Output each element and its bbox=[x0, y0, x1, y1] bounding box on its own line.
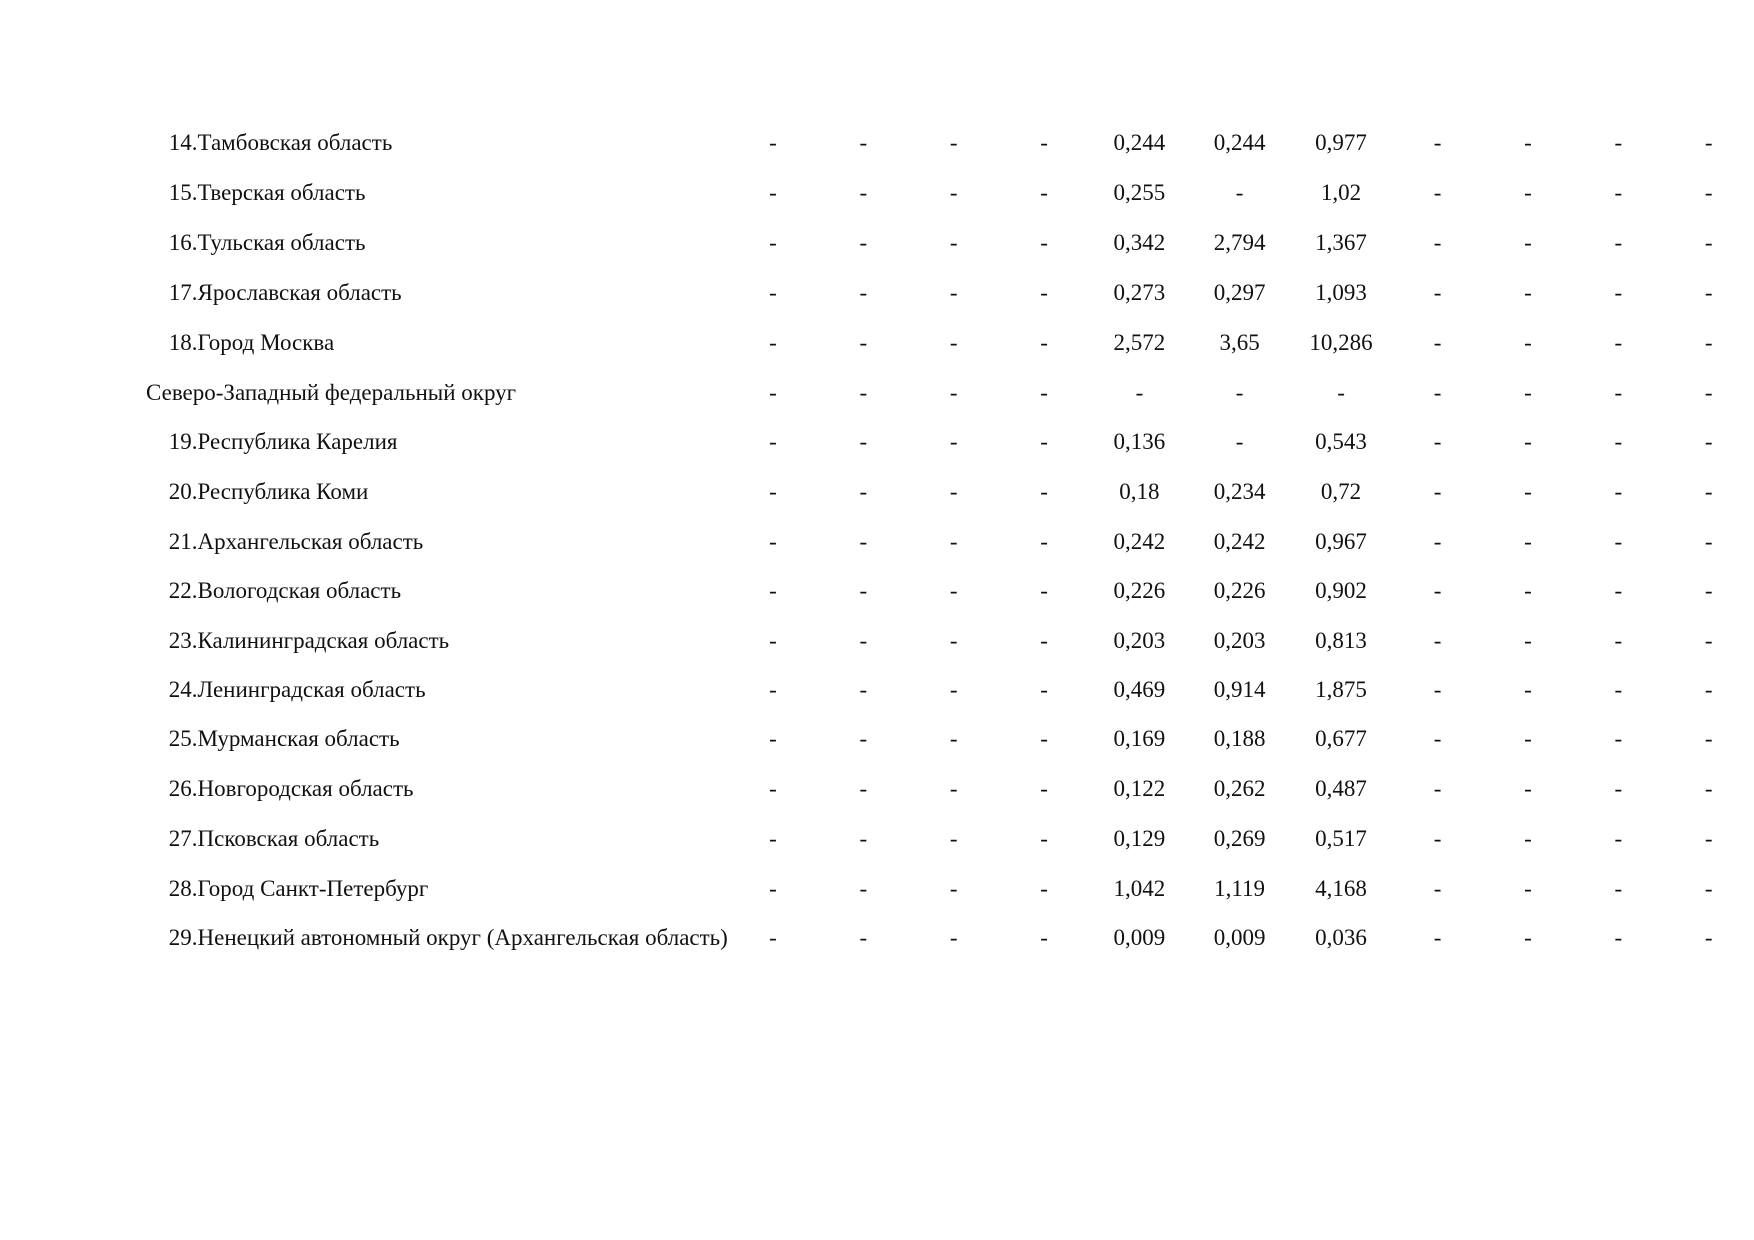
value-cell: - bbox=[859, 726, 868, 751]
value-cell: - bbox=[1704, 280, 1713, 305]
data-table bbox=[146, 128, 1754, 972]
value-cell: - bbox=[1040, 726, 1048, 751]
value-cell: 2,572 bbox=[1113, 330, 1166, 355]
value-cell: 0,914 bbox=[1213, 677, 1266, 702]
value-cell: 1,119 bbox=[1214, 876, 1266, 901]
value-cell: - bbox=[1433, 429, 1442, 454]
value-cell: - bbox=[1337, 380, 1345, 405]
value-cell: - bbox=[1524, 230, 1532, 255]
table-row bbox=[146, 576, 1754, 626]
region-name: Республика Коми bbox=[197, 479, 369, 504]
value-cell: - bbox=[949, 230, 958, 255]
value-cell: 0,517 bbox=[1315, 826, 1367, 851]
value-cell: - bbox=[1704, 529, 1713, 554]
row-number: 24. bbox=[168, 677, 198, 702]
value-cell: - bbox=[1524, 130, 1532, 155]
value-cell: - bbox=[1524, 925, 1532, 950]
value-cell: 1,367 bbox=[1315, 230, 1367, 255]
value-cell: - bbox=[1614, 280, 1623, 305]
row-number: 17. bbox=[168, 280, 198, 305]
value-cell: - bbox=[1704, 578, 1713, 603]
value-cell: - bbox=[1433, 529, 1442, 554]
value-cell: 0,242 bbox=[1113, 529, 1166, 554]
value-cell: - bbox=[769, 230, 777, 255]
value-cell: - bbox=[1524, 180, 1532, 205]
region-name: Вологодская область bbox=[197, 578, 402, 603]
value-cell: - bbox=[1614, 876, 1623, 901]
value-cell: 0,902 bbox=[1315, 578, 1367, 603]
value-cell: - bbox=[1704, 628, 1713, 653]
value-cell: - bbox=[1040, 280, 1048, 305]
value-cell: - bbox=[1614, 776, 1623, 801]
row-number: 20. bbox=[168, 479, 198, 504]
value-cell: - bbox=[859, 429, 868, 454]
value-cell: 0,188 bbox=[1213, 726, 1266, 751]
value-cell: - bbox=[1040, 180, 1048, 205]
value-cell: - bbox=[1433, 677, 1442, 702]
value-cell: 0,269 bbox=[1213, 826, 1266, 851]
value-cell: - bbox=[949, 628, 958, 653]
value-cell: 2,794 bbox=[1213, 230, 1266, 255]
value-cell: - bbox=[1524, 479, 1532, 504]
value-cell: 0,297 bbox=[1213, 280, 1266, 305]
value-cell: - bbox=[769, 130, 777, 155]
value-cell: - bbox=[1433, 578, 1442, 603]
value-cell: 1,875 bbox=[1315, 677, 1367, 702]
value-cell: 0,342 bbox=[1113, 230, 1166, 255]
value-cell: 1,042 bbox=[1113, 876, 1166, 901]
value-cell: - bbox=[1040, 330, 1048, 355]
value-cell: 1,02 bbox=[1320, 180, 1362, 205]
group-row bbox=[146, 378, 1754, 427]
row-number: 28. bbox=[168, 876, 198, 901]
value-cell: 0,234 bbox=[1213, 479, 1266, 504]
value-cell: 1,093 bbox=[1315, 280, 1367, 305]
value-cell: 0,273 bbox=[1113, 280, 1166, 305]
value-cell: - bbox=[1135, 380, 1144, 405]
value-cell: - bbox=[1433, 726, 1442, 751]
value-cell: - bbox=[769, 726, 777, 751]
value-cell: - bbox=[769, 876, 777, 901]
value-cell: - bbox=[1704, 230, 1713, 255]
value-cell: - bbox=[1524, 578, 1532, 603]
value-cell: - bbox=[1614, 726, 1623, 751]
table-row bbox=[146, 824, 1754, 874]
value-cell: - bbox=[859, 479, 868, 504]
value-cell: - bbox=[1433, 925, 1442, 950]
value-cell: - bbox=[1524, 628, 1532, 653]
region-name: Мурманская область bbox=[197, 726, 400, 751]
value-cell: - bbox=[1040, 130, 1048, 155]
value-cell: - bbox=[1704, 180, 1713, 205]
region-name: Ленинградская область bbox=[197, 677, 426, 702]
value-cell: - bbox=[1433, 180, 1442, 205]
value-cell: 0,813 bbox=[1315, 628, 1367, 653]
value-cell: - bbox=[859, 280, 868, 305]
value-cell: - bbox=[1614, 628, 1623, 653]
table-row bbox=[146, 724, 1754, 774]
region-name: Республика Карелия bbox=[197, 429, 398, 454]
value-cell: - bbox=[1040, 578, 1048, 603]
value-cell: - bbox=[1433, 230, 1442, 255]
row-number: 26. bbox=[168, 776, 198, 801]
value-cell: 0,967 bbox=[1315, 529, 1367, 554]
value-cell: - bbox=[859, 628, 868, 653]
value-cell: - bbox=[859, 876, 868, 901]
table-row bbox=[146, 328, 1754, 378]
table-row bbox=[146, 477, 1754, 527]
value-cell: - bbox=[1235, 180, 1244, 205]
value-cell: - bbox=[769, 529, 777, 554]
value-cell: - bbox=[1433, 876, 1442, 901]
value-cell: - bbox=[1704, 330, 1713, 355]
value-cell: 0,244 bbox=[1213, 130, 1266, 155]
value-cell: 0,036 bbox=[1315, 925, 1367, 950]
region-name: Новгородская область bbox=[197, 776, 414, 801]
value-cell: - bbox=[1524, 776, 1532, 801]
federal-district-name: Северо-Западный федеральный округ bbox=[146, 380, 517, 405]
value-cell: - bbox=[859, 230, 868, 255]
value-cell: 0,203 bbox=[1113, 628, 1166, 653]
value-cell: - bbox=[1704, 876, 1713, 901]
table-row bbox=[146, 874, 1754, 923]
table-row bbox=[146, 626, 1754, 675]
value-cell: - bbox=[1040, 628, 1048, 653]
table-row bbox=[146, 923, 1754, 972]
value-cell: 0,244 bbox=[1113, 130, 1166, 155]
value-cell: - bbox=[1524, 529, 1532, 554]
value-cell: 0,009 bbox=[1213, 925, 1266, 950]
value-cell: 0,009 bbox=[1113, 925, 1166, 950]
value-cell: 0,136 bbox=[1113, 429, 1166, 454]
region-name: Тверская область bbox=[197, 180, 366, 205]
value-cell: 3,65 bbox=[1219, 330, 1260, 355]
value-cell: - bbox=[859, 677, 868, 702]
value-cell: - bbox=[949, 180, 958, 205]
value-cell: - bbox=[1614, 380, 1623, 405]
value-cell: 0,487 bbox=[1315, 776, 1367, 801]
value-cell: - bbox=[1704, 925, 1713, 950]
value-cell: - bbox=[1524, 380, 1532, 405]
row-number: 23. bbox=[168, 628, 198, 653]
value-cell: - bbox=[1040, 826, 1048, 851]
value-cell: - bbox=[949, 726, 958, 751]
table-row bbox=[146, 128, 1754, 178]
value-cell: - bbox=[1524, 330, 1532, 355]
value-cell: - bbox=[949, 479, 958, 504]
value-cell: - bbox=[859, 380, 868, 405]
value-cell: - bbox=[1040, 925, 1048, 950]
value-cell: - bbox=[769, 479, 777, 504]
region-name: Город Москва bbox=[197, 330, 335, 355]
region-name: Ненецкий автономный округ (Архангельская область) bbox=[197, 925, 728, 950]
value-cell: 0,226 bbox=[1213, 578, 1266, 603]
table-row bbox=[146, 527, 1754, 576]
value-cell: - bbox=[1614, 529, 1623, 554]
value-cell: - bbox=[1614, 578, 1623, 603]
value-cell: - bbox=[769, 330, 777, 355]
value-cell: - bbox=[859, 130, 868, 155]
row-number: 29. bbox=[168, 925, 198, 950]
value-cell: - bbox=[1704, 826, 1713, 851]
table-row bbox=[146, 278, 1754, 328]
region-name: Калининградская область bbox=[197, 628, 450, 653]
value-cell: 0,203 bbox=[1213, 628, 1266, 653]
region-name: Город Санкт-Петербург bbox=[197, 876, 429, 901]
value-cell: - bbox=[1704, 380, 1713, 405]
value-cell: 0,72 bbox=[1320, 479, 1362, 504]
value-cell: - bbox=[1524, 280, 1532, 305]
table-row bbox=[146, 774, 1754, 824]
value-cell: - bbox=[1433, 826, 1442, 851]
value-cell: - bbox=[949, 776, 958, 801]
value-cell: - bbox=[1433, 628, 1442, 653]
value-cell: - bbox=[949, 280, 958, 305]
value-cell: - bbox=[769, 628, 777, 653]
value-cell: 0,242 bbox=[1213, 529, 1266, 554]
value-cell: - bbox=[1704, 130, 1713, 155]
value-cell: - bbox=[1614, 330, 1623, 355]
value-cell: - bbox=[1040, 230, 1048, 255]
row-number: 15. bbox=[168, 180, 198, 205]
value-cell: 10,286 bbox=[1309, 330, 1373, 355]
value-cell: - bbox=[769, 925, 777, 950]
value-cell: 4,168 bbox=[1315, 876, 1367, 901]
value-cell: - bbox=[949, 429, 958, 454]
value-cell: - bbox=[1704, 776, 1713, 801]
value-cell: - bbox=[1433, 380, 1442, 405]
value-cell: - bbox=[1524, 726, 1532, 751]
value-cell: - bbox=[1524, 677, 1532, 702]
value-cell: - bbox=[859, 578, 868, 603]
value-cell: 0,677 bbox=[1315, 726, 1367, 751]
row-number: 16. bbox=[168, 230, 198, 255]
value-cell: - bbox=[949, 130, 958, 155]
value-cell: - bbox=[859, 925, 868, 950]
value-cell: - bbox=[769, 180, 777, 205]
value-cell: - bbox=[1433, 130, 1442, 155]
value-cell: - bbox=[949, 578, 958, 603]
value-cell: - bbox=[1614, 180, 1623, 205]
value-cell: - bbox=[949, 876, 958, 901]
value-cell: 0,226 bbox=[1113, 578, 1166, 603]
value-cell: 0,262 bbox=[1213, 776, 1266, 801]
row-number: 19. bbox=[168, 429, 198, 454]
value-cell: - bbox=[1433, 776, 1442, 801]
value-cell: 0,977 bbox=[1315, 130, 1367, 155]
row-number: 14. bbox=[168, 130, 198, 155]
value-cell: - bbox=[1614, 925, 1623, 950]
value-cell: 0,18 bbox=[1119, 479, 1160, 504]
value-cell: - bbox=[949, 677, 958, 702]
value-cell: 0,469 bbox=[1113, 677, 1166, 702]
value-cell: - bbox=[1524, 429, 1532, 454]
value-cell: - bbox=[949, 529, 958, 554]
value-cell: - bbox=[1433, 330, 1442, 355]
row-number: 18. bbox=[168, 330, 198, 355]
value-cell: - bbox=[1040, 529, 1048, 554]
region-name: Псковская область bbox=[197, 826, 380, 851]
value-cell: - bbox=[1433, 479, 1442, 504]
value-cell: - bbox=[859, 776, 868, 801]
value-cell: - bbox=[1704, 726, 1713, 751]
value-cell: - bbox=[1235, 380, 1244, 405]
region-name: Тамбовская область bbox=[197, 130, 393, 155]
value-cell: - bbox=[769, 380, 777, 405]
region-name: Архангельская область bbox=[197, 529, 424, 554]
value-cell: - bbox=[1040, 380, 1048, 405]
value-cell: - bbox=[859, 330, 868, 355]
value-cell: - bbox=[859, 180, 868, 205]
table-row bbox=[146, 675, 1754, 724]
value-cell: 0,543 bbox=[1315, 429, 1367, 454]
value-cell: - bbox=[1235, 429, 1244, 454]
value-cell: - bbox=[1040, 677, 1048, 702]
value-cell: - bbox=[769, 677, 777, 702]
value-cell: 0,255 bbox=[1113, 180, 1166, 205]
table-row bbox=[146, 228, 1754, 278]
value-cell: - bbox=[769, 826, 777, 851]
value-cell: - bbox=[949, 380, 958, 405]
value-cell: 0,169 bbox=[1113, 726, 1166, 751]
value-cell: - bbox=[1524, 826, 1532, 851]
value-cell: - bbox=[1704, 479, 1713, 504]
value-cell: - bbox=[1433, 280, 1442, 305]
value-cell: - bbox=[1040, 776, 1048, 801]
value-cell: - bbox=[1614, 130, 1623, 155]
value-cell: - bbox=[1614, 429, 1623, 454]
value-cell: - bbox=[859, 529, 868, 554]
row-number: 25. bbox=[168, 726, 198, 751]
row-number: 27. bbox=[168, 826, 198, 851]
value-cell: - bbox=[1704, 677, 1713, 702]
value-cell: - bbox=[1614, 677, 1623, 702]
value-cell: - bbox=[769, 578, 777, 603]
value-cell: - bbox=[1524, 876, 1532, 901]
value-cell: - bbox=[949, 826, 958, 851]
value-cell: - bbox=[769, 429, 777, 454]
value-cell: - bbox=[949, 330, 958, 355]
table-row bbox=[146, 427, 1754, 477]
row-number: 22. bbox=[168, 578, 198, 603]
region-name: Ярославская область bbox=[197, 280, 402, 305]
value-cell: 0,129 bbox=[1113, 826, 1166, 851]
value-cell: - bbox=[1614, 826, 1623, 851]
value-cell: - bbox=[1704, 429, 1713, 454]
value-cell: - bbox=[769, 776, 777, 801]
value-cell: 0,122 bbox=[1113, 776, 1166, 801]
value-cell: - bbox=[1040, 876, 1048, 901]
table-row bbox=[146, 178, 1754, 228]
table-body bbox=[146, 128, 1754, 972]
value-cell: - bbox=[769, 280, 777, 305]
value-cell: - bbox=[1040, 479, 1048, 504]
value-cell: - bbox=[1614, 230, 1623, 255]
region-name: Тульская область bbox=[197, 230, 366, 255]
value-cell: - bbox=[1040, 429, 1048, 454]
value-cell: - bbox=[949, 925, 958, 950]
row-number: 21. bbox=[168, 529, 198, 554]
value-cell: - bbox=[1614, 479, 1623, 504]
value-cell: - bbox=[859, 826, 868, 851]
